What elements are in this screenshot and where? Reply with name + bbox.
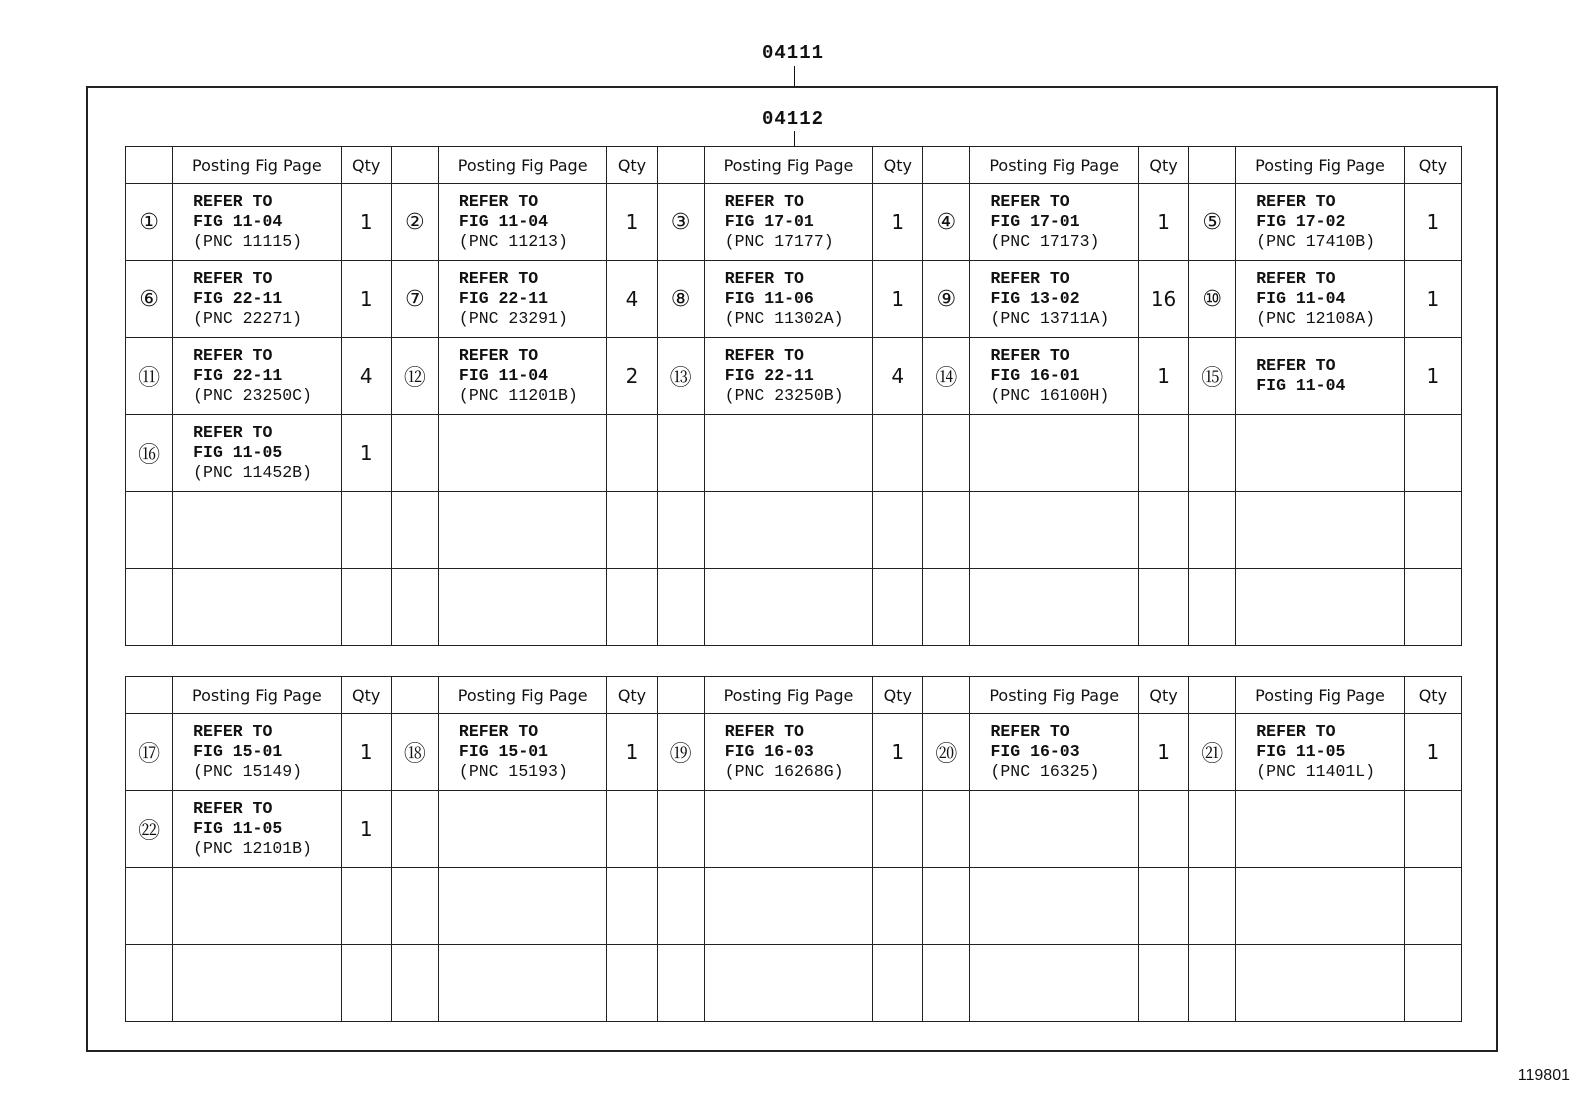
refer-to-line: REFER TO: [193, 799, 273, 818]
header-posting-fig-page: Posting Fig Page: [438, 147, 607, 184]
fig-line: FIG 17-02: [1256, 212, 1346, 231]
reference-cell: [173, 184, 342, 261]
item-number: [391, 569, 438, 646]
item-number: ①: [126, 184, 173, 261]
fig-line: FIG 22-11: [458, 289, 549, 308]
quantity-cell: 1: [873, 261, 923, 338]
quantity-cell: 1: [1404, 261, 1461, 338]
quantity-cell: [607, 945, 657, 1022]
table-row: [126, 945, 1462, 1022]
assembly-leader-line: [794, 66, 795, 86]
fig-line: FIG 22-11: [193, 289, 283, 308]
reference-cell: [704, 791, 873, 868]
fig-line: FIG 17-01: [724, 212, 814, 231]
reference-cell: [173, 492, 342, 569]
reference-cell: [704, 945, 873, 1022]
refer-to-line: REFER TO: [193, 192, 273, 211]
quantity-cell: [607, 569, 657, 646]
reference-table-2: [125, 676, 1462, 1022]
fig-line: FIG 22-11: [193, 366, 283, 385]
quantity-cell: [1404, 868, 1461, 945]
subassembly-label: 04112: [762, 108, 825, 130]
quantity-cell: 1: [1138, 338, 1188, 415]
refer-to-line: REFER TO: [1256, 269, 1336, 288]
fig-line: FIG 11-04: [458, 366, 549, 385]
refer-to-line: REFER TO: [193, 346, 273, 365]
header-qty: Qty: [1138, 147, 1188, 184]
reference-cell: [1236, 415, 1405, 492]
item-number: ㉑: [1189, 714, 1236, 791]
quantity-cell: 1: [341, 714, 391, 791]
quantity-cell: 1: [1138, 714, 1188, 791]
pnc-line: (PNC 15149): [193, 762, 303, 781]
item-number: [657, 492, 704, 569]
item-number: ⑤: [1189, 184, 1236, 261]
reference-cell: [1236, 261, 1405, 338]
fig-line: FIG 11-04: [458, 212, 549, 231]
refer-to-line: REFER TO: [990, 192, 1070, 211]
header-posting-fig-page: Posting Fig Page: [173, 147, 342, 184]
illustration-id: 119801: [1517, 1067, 1570, 1084]
header-index-cell: [923, 677, 970, 714]
reference-cell: [704, 261, 873, 338]
pnc-line: (PNC 17173): [990, 232, 1100, 251]
quantity-cell: [1138, 569, 1188, 646]
item-number: [1189, 791, 1236, 868]
item-number: ⑩: [1189, 261, 1236, 338]
reference-cell: [173, 338, 342, 415]
header-index-cell: [1189, 677, 1236, 714]
item-number: [391, 492, 438, 569]
quantity-cell: [873, 945, 923, 1022]
pnc-line: (PNC 15193): [458, 762, 568, 781]
reference-cell: [970, 791, 1139, 868]
item-number: [657, 415, 704, 492]
item-number: ⑱: [391, 714, 438, 791]
table-row: [126, 415, 1462, 492]
table-row: [126, 868, 1462, 945]
quantity-cell: [1404, 791, 1461, 868]
header-row: [126, 677, 1462, 714]
fig-line: FIG 16-03: [990, 742, 1080, 761]
assembly-label: 04111: [762, 42, 825, 64]
header-qty: Qty: [873, 147, 923, 184]
item-number: [923, 569, 970, 646]
item-number: [657, 569, 704, 646]
refer-to-line: REFER TO: [193, 722, 273, 741]
reference-cell: [704, 338, 873, 415]
quantity-cell: 1: [341, 415, 391, 492]
fig-line: FIG 13-02: [990, 289, 1080, 308]
fig-line: FIG 16-03: [724, 742, 814, 761]
header-index-cell: [657, 147, 704, 184]
reference-cell: [438, 338, 607, 415]
fig-line: FIG 15-01: [458, 742, 549, 761]
reference-cell: [1236, 338, 1405, 415]
quantity-cell: [1404, 945, 1461, 1022]
quantity-cell: 16: [1138, 261, 1188, 338]
quantity-cell: 1: [873, 714, 923, 791]
reference-cell: [173, 261, 342, 338]
pnc-line: (PNC 17177): [724, 232, 834, 251]
quantity-cell: [1138, 945, 1188, 1022]
quantity-cell: [1138, 791, 1188, 868]
reference-cell: [970, 338, 1139, 415]
reference-cell: [173, 415, 342, 492]
reference-cell: [1236, 945, 1405, 1022]
quantity-cell: 4: [607, 261, 657, 338]
item-number: [923, 415, 970, 492]
item-number: ⑧: [657, 261, 704, 338]
quantity-cell: [607, 415, 657, 492]
item-number: ⑪: [126, 338, 173, 415]
item-number: [126, 868, 173, 945]
pnc-line: (PNC 11452B): [193, 463, 312, 482]
reference-cell: [704, 415, 873, 492]
item-number: ㉒: [126, 791, 173, 868]
quantity-cell: [341, 868, 391, 945]
refer-to-line: REFER TO: [724, 192, 804, 211]
fig-line: FIG 16-01: [990, 366, 1080, 385]
fig-line: FIG 11-05: [193, 443, 283, 462]
item-number: ⑰: [126, 714, 173, 791]
item-number: ④: [923, 184, 970, 261]
refer-to-line: REFER TO: [458, 269, 539, 288]
quantity-cell: 1: [1404, 338, 1461, 415]
quantity-cell: [873, 492, 923, 569]
header-posting-fig-page: Posting Fig Page: [173, 677, 342, 714]
item-number: [391, 415, 438, 492]
refer-to-line: REFER TO: [724, 722, 804, 741]
quantity-cell: [1138, 415, 1188, 492]
refer-to-line: REFER TO: [1256, 722, 1336, 741]
reference-cell: [970, 714, 1139, 791]
reference-cell: [1236, 791, 1405, 868]
refer-to-line: REFER TO: [724, 269, 804, 288]
item-number: [391, 945, 438, 1022]
quantity-cell: 1: [1404, 184, 1461, 261]
header-posting-fig-page: Posting Fig Page: [970, 147, 1139, 184]
fig-line: FIG 11-04: [193, 212, 283, 231]
reference-cell: [704, 868, 873, 945]
pnc-line: (PNC 13711A): [990, 309, 1110, 328]
item-number: [126, 945, 173, 1022]
reference-cell: [1236, 569, 1405, 646]
header-posting-fig-page: Posting Fig Page: [704, 677, 873, 714]
table-row: [126, 492, 1462, 569]
pnc-line: (PNC 12108A): [1256, 309, 1376, 328]
item-number: ⑳: [923, 714, 970, 791]
item-number: [923, 791, 970, 868]
item-number: ⑭: [923, 338, 970, 415]
quantity-cell: 1: [341, 184, 391, 261]
refer-to-line: REFER TO: [1256, 356, 1336, 375]
header-index-cell: [1189, 147, 1236, 184]
reference-cell: [438, 492, 607, 569]
quantity-cell: [607, 492, 657, 569]
item-number: [126, 569, 173, 646]
reference-cell: [438, 945, 607, 1022]
header-posting-fig-page: Posting Fig Page: [1236, 677, 1405, 714]
item-number: [923, 945, 970, 1022]
reference-cell: [970, 415, 1139, 492]
reference-cell: [173, 791, 342, 868]
refer-to-line: REFER TO: [458, 192, 539, 211]
item-number: [1189, 492, 1236, 569]
header-index-cell: [391, 677, 438, 714]
reference-cell: [438, 569, 607, 646]
pnc-line: (PNC 16268G): [724, 762, 844, 781]
item-number: [657, 868, 704, 945]
header-index-cell: [657, 677, 704, 714]
quantity-cell: 1: [341, 261, 391, 338]
table-row: [126, 791, 1462, 868]
item-number: ⑮: [1189, 338, 1236, 415]
header-qty: Qty: [341, 677, 391, 714]
pnc-line: (PNC 17410B): [1256, 232, 1376, 251]
item-number: [923, 492, 970, 569]
quantity-cell: 1: [873, 184, 923, 261]
header-index-cell: [391, 147, 438, 184]
pnc-line: (PNC 23250C): [193, 386, 312, 405]
pnc-line: (PNC 11213): [458, 232, 568, 251]
quantity-cell: [1404, 492, 1461, 569]
pnc-line: (PNC 11401L): [1256, 762, 1376, 781]
quantity-cell: 1: [1404, 714, 1461, 791]
pnc-line: (PNC 11302A): [724, 309, 844, 328]
reference-cell: [438, 415, 607, 492]
pnc-line: (PNC 23291): [458, 309, 568, 328]
pnc-line: (PNC 22271): [193, 309, 303, 328]
reference-cell: [1236, 714, 1405, 791]
reference-cell: [438, 714, 607, 791]
quantity-cell: [607, 791, 657, 868]
header-row: [126, 147, 1462, 184]
reference-cell: [970, 868, 1139, 945]
quantity-cell: 1: [341, 791, 391, 868]
header-posting-fig-page: Posting Fig Page: [970, 677, 1139, 714]
pnc-line: (PNC 11201B): [458, 386, 578, 405]
header-qty: Qty: [1138, 677, 1188, 714]
quantity-cell: [1138, 868, 1188, 945]
reference-cell: [173, 945, 342, 1022]
table-row: [126, 569, 1462, 646]
fig-line: FIG 11-06: [724, 289, 814, 308]
header-index-cell: [126, 147, 173, 184]
refer-to-line: REFER TO: [193, 423, 273, 442]
item-number: [391, 868, 438, 945]
quantity-cell: 4: [873, 338, 923, 415]
reference-cell: [970, 261, 1139, 338]
item-number: ⑯: [126, 415, 173, 492]
refer-to-line: REFER TO: [1256, 192, 1336, 211]
reference-cell: [173, 868, 342, 945]
item-number: ⑦: [391, 261, 438, 338]
item-number: ⑫: [391, 338, 438, 415]
pnc-line: (PNC 12101B): [193, 839, 312, 858]
item-number: [1189, 569, 1236, 646]
item-number: ⑥: [126, 261, 173, 338]
fig-line: FIG 22-11: [724, 366, 814, 385]
refer-to-line: REFER TO: [458, 346, 539, 365]
refer-to-line: REFER TO: [990, 346, 1070, 365]
quantity-cell: 1: [1138, 184, 1188, 261]
reference-cell: [438, 868, 607, 945]
quantity-cell: [341, 945, 391, 1022]
quantity-cell: 2: [607, 338, 657, 415]
header-qty: Qty: [607, 677, 657, 714]
header-qty: Qty: [1404, 147, 1461, 184]
quantity-cell: [873, 415, 923, 492]
quantity-cell: [341, 492, 391, 569]
item-number: [1189, 868, 1236, 945]
reference-cell: [1236, 868, 1405, 945]
fig-line: FIG 11-04: [1256, 289, 1346, 308]
reference-cell: [704, 714, 873, 791]
fig-line: FIG 17-01: [990, 212, 1080, 231]
item-number: ⑨: [923, 261, 970, 338]
pnc-line: (PNC 11115): [193, 232, 303, 251]
reference-cell: [970, 569, 1139, 646]
reference-cell: [438, 791, 607, 868]
quantity-cell: [607, 868, 657, 945]
pnc-line: (PNC 16100H): [990, 386, 1110, 405]
quantity-cell: [341, 569, 391, 646]
pnc-line: (PNC 16325): [990, 762, 1100, 781]
header-qty: Qty: [607, 147, 657, 184]
reference-cell: [704, 569, 873, 646]
reference-cell: [1236, 184, 1405, 261]
item-number: ③: [657, 184, 704, 261]
item-number: ⑬: [657, 338, 704, 415]
fig-line: FIG 11-05: [1256, 742, 1346, 761]
fig-line: FIG 11-05: [193, 819, 283, 838]
pnc-line: (PNC 23250B): [724, 386, 844, 405]
header-qty: Qty: [1404, 677, 1461, 714]
table-row: [126, 184, 1462, 261]
reference-cell: [173, 714, 342, 791]
table-row: [126, 338, 1462, 415]
header-qty: Qty: [341, 147, 391, 184]
item-number: [923, 868, 970, 945]
quantity-cell: [1404, 569, 1461, 646]
refer-to-line: REFER TO: [990, 269, 1070, 288]
quantity-cell: [1138, 492, 1188, 569]
item-number: [1189, 945, 1236, 1022]
quantity-cell: [1404, 415, 1461, 492]
item-number: [391, 791, 438, 868]
fig-line: FIG 11-04: [1256, 376, 1346, 395]
table-row: [126, 714, 1462, 791]
header-posting-fig-page: Posting Fig Page: [704, 147, 873, 184]
refer-to-line: REFER TO: [193, 269, 273, 288]
quantity-cell: [873, 569, 923, 646]
reference-cell: [438, 184, 607, 261]
table-row: [126, 261, 1462, 338]
header-posting-fig-page: Posting Fig Page: [1236, 147, 1405, 184]
refer-to-line: REFER TO: [458, 722, 539, 741]
quantity-cell: 1: [607, 714, 657, 791]
reference-table-1: [125, 146, 1462, 646]
header-qty: Qty: [873, 677, 923, 714]
reference-cell: [438, 261, 607, 338]
reference-cell: [970, 492, 1139, 569]
reference-cell: [704, 184, 873, 261]
item-number: [657, 791, 704, 868]
item-number: [126, 492, 173, 569]
header-index-cell: [923, 147, 970, 184]
reference-cell: [1236, 492, 1405, 569]
quantity-cell: 1: [607, 184, 657, 261]
item-number: [657, 945, 704, 1022]
reference-cell: [970, 184, 1139, 261]
reference-cell: [173, 569, 342, 646]
header-posting-fig-page: Posting Fig Page: [438, 677, 607, 714]
fig-line: FIG 15-01: [193, 742, 283, 761]
quantity-cell: [873, 791, 923, 868]
reference-cell: [970, 945, 1139, 1022]
item-number: ⑲: [657, 714, 704, 791]
quantity-cell: 4: [341, 338, 391, 415]
refer-to-line: REFER TO: [724, 346, 804, 365]
refer-to-line: REFER TO: [990, 722, 1070, 741]
item-number: [1189, 415, 1236, 492]
quantity-cell: [873, 868, 923, 945]
item-number: ②: [391, 184, 438, 261]
header-index-cell: [126, 677, 173, 714]
subassembly-leader-line: [794, 131, 795, 146]
reference-cell: [704, 492, 873, 569]
